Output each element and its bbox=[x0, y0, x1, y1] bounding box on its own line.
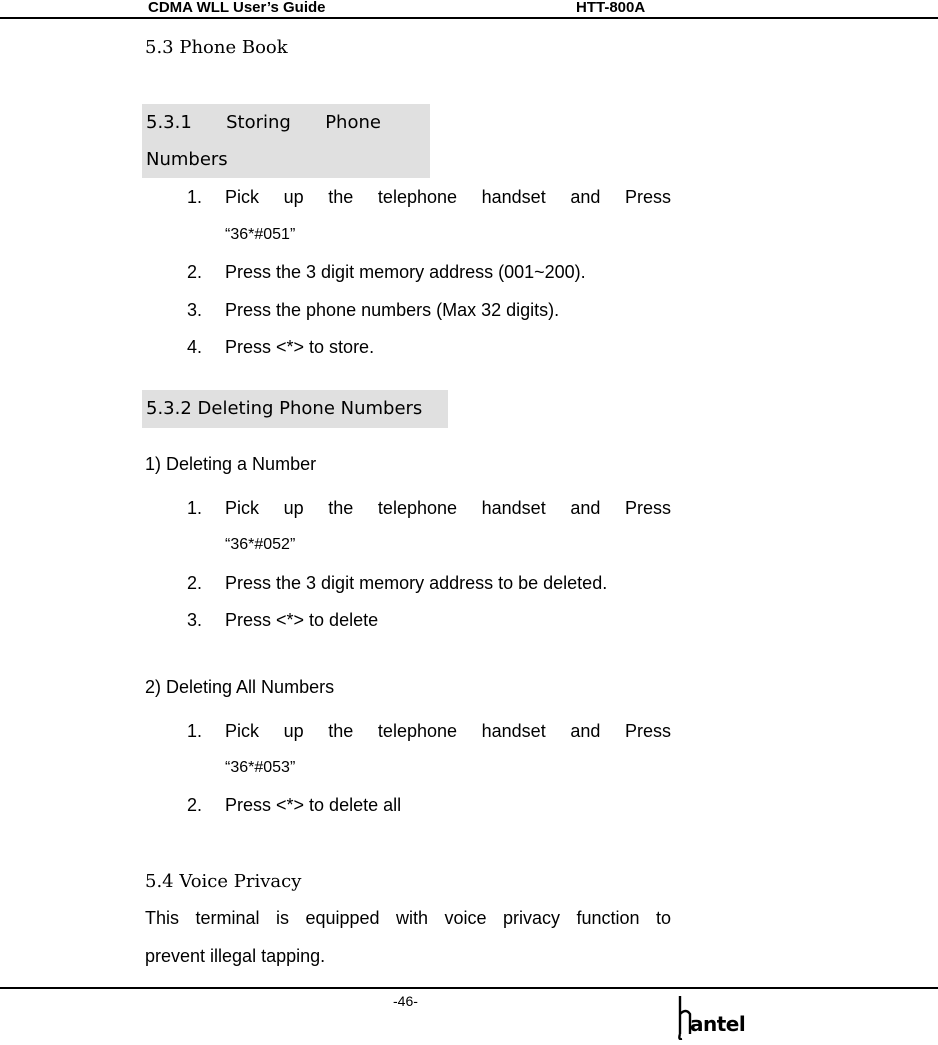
step-number: 2. bbox=[187, 262, 203, 282]
step-text: Press the 3 digit memory address to be deleted. bbox=[225, 573, 608, 593]
page-number: -46- bbox=[393, 993, 418, 1009]
step-text: Press <*> to delete bbox=[225, 610, 379, 630]
step-text: Press <*> to delete all bbox=[225, 795, 402, 815]
step-number: 4. bbox=[187, 337, 203, 357]
subsection-heading-line1: 5.3.1 Storing Phone bbox=[146, 112, 381, 133]
step-text: Press the 3 digit memory address (001~200). bbox=[225, 262, 586, 282]
step-code: “36*#053” bbox=[225, 759, 296, 776]
paragraph-line: prevent illegal tapping. bbox=[145, 946, 326, 966]
part-heading-delete-all: 2) Deleting All Numbers bbox=[145, 677, 335, 697]
subsection-heading-line2: Numbers bbox=[146, 149, 228, 170]
step-code: “36*#052” bbox=[225, 536, 296, 553]
header-model: HTT-800A bbox=[576, 0, 646, 16]
hantel-logo bbox=[676, 994, 746, 1040]
step-text: Pick up the telephone handset and Press bbox=[225, 721, 671, 741]
step-number: 2. bbox=[187, 795, 203, 815]
step-number: 2. bbox=[187, 573, 203, 593]
step-number: 1. bbox=[187, 721, 203, 741]
step-number: 3. bbox=[187, 300, 203, 320]
header-rule bbox=[0, 17, 938, 19]
step-number: 1. bbox=[187, 187, 203, 207]
step-text: Press the phone numbers (Max 32 digits). bbox=[225, 300, 560, 320]
section-title-phone-book: 5.3 Phone Book bbox=[145, 37, 288, 58]
step-text: Press <*> to store. bbox=[225, 337, 375, 357]
step-number: 1. bbox=[187, 498, 203, 518]
subsection-heading-deleting bbox=[142, 390, 448, 428]
logo-wordmark: antel bbox=[690, 1012, 746, 1036]
paragraph-line: This terminal is equipped with voice privacy function to bbox=[145, 908, 671, 928]
step-number: 3. bbox=[187, 610, 203, 630]
step-text: Pick up the telephone handset and Press bbox=[225, 187, 671, 207]
step-text: Pick up the telephone handset and Press bbox=[225, 498, 671, 518]
subsection-heading-text: 5.3.2 Deleting Phone Numbers bbox=[146, 398, 423, 419]
step-code: “36*#051” bbox=[225, 226, 296, 243]
part-heading-delete-one: 1) Deleting a Number bbox=[145, 454, 317, 474]
footer-rule bbox=[0, 987, 938, 989]
section-title-voice-privacy: 5.4 Voice Privacy bbox=[145, 871, 302, 892]
subsection-heading-storing bbox=[142, 104, 430, 178]
header-doc-title: CDMA WLL User’s Guide bbox=[148, 0, 326, 16]
